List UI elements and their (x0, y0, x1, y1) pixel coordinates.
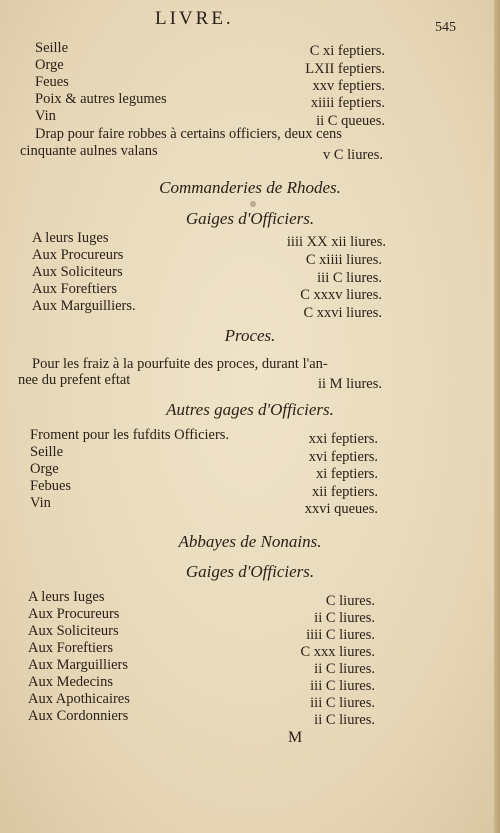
entry-value: C xxx liures. (300, 644, 375, 660)
entry-value: xxi feptiers. (308, 431, 378, 447)
section-subheading: Gaiges d'Officiers. (185, 209, 315, 228)
entry-label: Seille (30, 444, 64, 460)
entry-label: Orge (35, 57, 64, 73)
entry-label: Poix & autres legumes (35, 91, 167, 107)
entry-label: Froment pour les fufdits Officiers. (30, 427, 230, 443)
entry-value: C xiiii liures. (305, 252, 382, 268)
entry-value: xi feptiers. (315, 466, 378, 482)
section-subheading: Gaiges d'Officiers. (185, 562, 315, 581)
entry-value: iii C liures. (317, 270, 382, 286)
entry-value: ii C liures. (314, 661, 375, 677)
catchword: M (288, 729, 303, 746)
entry-value: xii feptiers. (311, 484, 378, 500)
entry-value: C xxxv liures. (300, 287, 382, 303)
entry-label: Aux Foreftiers (28, 640, 113, 656)
entry-value: ii M liures. (317, 376, 382, 392)
entry-value: xvi feptiers. (308, 449, 378, 465)
entry-label: Orge (30, 461, 59, 477)
entry-label: Vin (30, 495, 51, 511)
entry-label: Aux Marguilliers. (32, 298, 136, 314)
entry-value: C xxvi liures. (303, 305, 382, 321)
entry-value: ii C liures. (314, 610, 375, 626)
section-heading: Abbayes de Nonains. (178, 532, 322, 551)
entry-label: cinquante aulnes valans (20, 143, 158, 159)
entry-value: iii C liures. (310, 678, 375, 694)
entry-label: Aux Soliciteurs (32, 264, 123, 280)
entry-label: Vin (35, 108, 56, 124)
page-number: 545 (435, 20, 456, 35)
entry-label: nee du prefent eftat (18, 372, 131, 388)
entry-label: Pour les fraiz à la pourfuite des proces, durant l'an- (32, 356, 328, 372)
entry-label: Febues (30, 478, 72, 494)
running-title: LIVRE. (155, 8, 234, 29)
entry-label: Aux Apothicaires (28, 691, 130, 707)
entry-value: LXII feptiers. (305, 61, 385, 77)
entry-value: xiiii feptiers. (310, 95, 385, 111)
entry-value: C liures. (325, 593, 375, 609)
entry-label: Drap pour faire robbes à certains officiers, deux cens (35, 126, 342, 142)
entry-value: xxv feptiers. (312, 78, 385, 94)
section-heading: Proces. (224, 326, 276, 345)
entry-label: A leurs Iuges (28, 589, 105, 605)
entry-value: iii C liures. (310, 695, 375, 711)
entry-value: xxvi queues. (304, 501, 378, 517)
entry-label: Aux Cordonniers (28, 708, 129, 724)
entry-value: ii C queues. (316, 113, 385, 129)
entry-value: v C liures. (322, 147, 383, 163)
ornament-dot (250, 201, 256, 207)
entry-label: Aux Procureurs (28, 606, 120, 622)
entry-label: Aux Marguilliers (28, 657, 129, 673)
entry-label: Aux Foreftiers (32, 281, 117, 297)
entry-label: Aux Procureurs (32, 247, 124, 263)
entry-value: C xi feptiers. (309, 43, 385, 59)
entry-value: ii C liures. (314, 712, 375, 728)
section-heading: Autres gages d'Officiers. (166, 400, 334, 419)
entry-label: A leurs Iuges (32, 230, 109, 246)
section-heading: Commanderies de Rhodes. (159, 178, 341, 197)
entry-label: Feues (35, 74, 69, 90)
entry-value: iiii C liures. (306, 627, 375, 643)
entry-label: Aux Medecins (28, 674, 113, 690)
entry-label: Seille (35, 40, 69, 56)
entry-value: iiii XX xii liures. (286, 234, 386, 250)
entry-label: Aux Soliciteurs (28, 623, 119, 639)
